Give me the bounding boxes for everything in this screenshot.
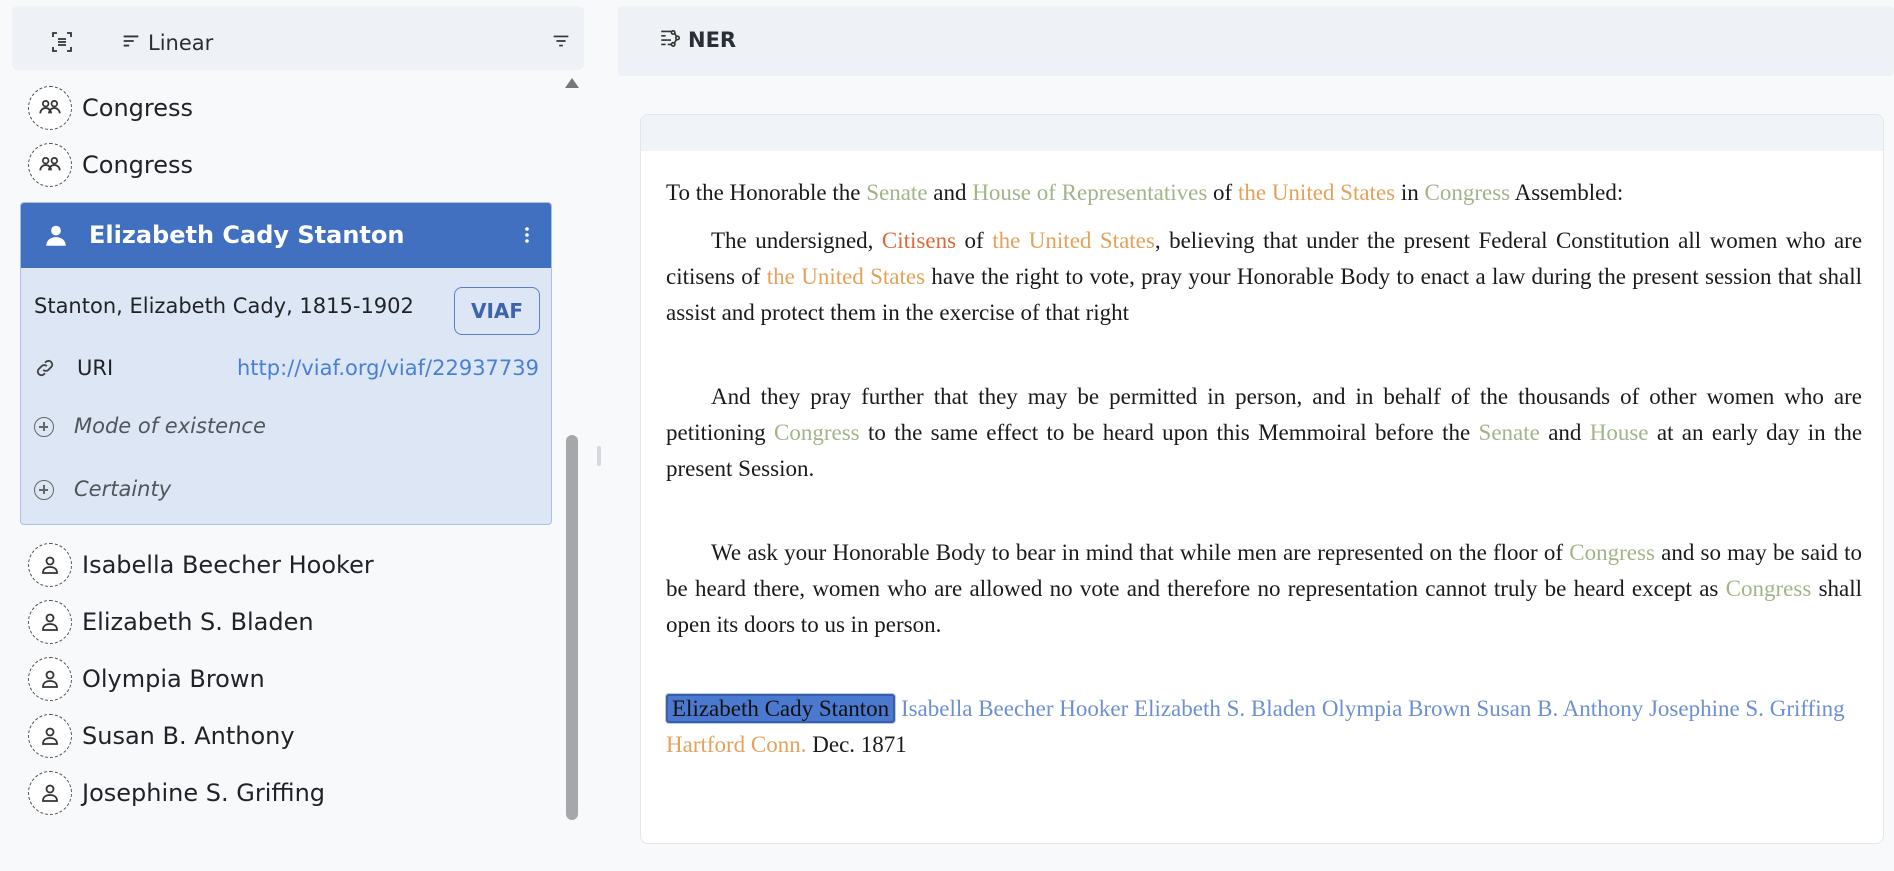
document-text [666,175,1862,763]
text: in [1400,180,1419,205]
text: have the right to vote, pray your Honorable Body to enact a law during the present session that shall assist and protect them in the exercise of that right [666,264,1863,325]
text: of [964,228,984,253]
date-text: Dec. 1871 [812,732,907,757]
card-title: Elizabeth Cady Stanton [89,221,405,249]
entity-person[interactable]: Citisens [881,228,957,253]
list-item[interactable] [28,706,295,766]
list-item-label: Elizabeth S. Bladen [82,608,314,636]
text: and [1548,420,1582,445]
text: of [1213,180,1233,205]
text: at an early day in the present Session. [666,420,1863,481]
person-icon [43,223,69,253]
list-item-label: Isabella Beecher Hooker [82,551,374,579]
document-viewer [640,114,1884,844]
text: To the Honorable the [666,180,861,205]
uri-label: URI [77,356,114,380]
group-icon [28,86,72,130]
person-icon [28,771,72,815]
text: shall open its doors to us in person. [666,576,1863,637]
entity-place[interactable]: the United States [1237,180,1396,205]
document-heading [666,175,1862,211]
entity-person[interactable]: Isabella Beecher Hooker [900,696,1129,721]
mode-of-existence-field[interactable]: Mode of existence [74,414,266,438]
view-mode-label[interactable]: Linear [148,31,214,55]
sort-lines-icon[interactable] [120,30,142,56]
person-icon [28,543,72,587]
document-header-band [641,115,1883,151]
entity-organization[interactable]: House [1589,420,1649,445]
text: and so may be said to be heard there, women who are allowed no vote and therefore no representation cannot truly be heard except as [666,540,1863,601]
uri-link[interactable]: http://viaf.org/viaf/22937739 [236,356,539,380]
viaf-button[interactable]: VIAF [454,287,540,335]
ner-label[interactable]: NER [688,28,737,52]
list-item[interactable] [28,135,193,195]
list-item[interactable] [28,78,193,138]
signatures [666,691,1862,763]
text: , believing that under the present Federal Constitution all women who are citisens of [666,228,1863,289]
collapse-all-icon[interactable] [50,30,74,58]
group-icon [28,143,72,187]
text: Assembled: [1514,180,1624,205]
entity-person[interactable]: Elizabeth S. Bladen [1134,696,1317,721]
paragraph [666,379,1862,487]
more-vertical-icon[interactable] [515,223,539,251]
person-icon [28,714,72,758]
text: We ask your Honorable Body to bear in mind that while men are represented on the floor of [711,540,1564,565]
text: and [933,180,967,205]
entity-person[interactable]: Susan B. Anthony [1476,696,1644,721]
entity-organization[interactable]: Senate [1478,420,1540,445]
list-item-label: Josephine S. Griffing [82,779,326,807]
entity-person[interactable]: Olympia Brown [1321,696,1471,721]
add-circle-icon[interactable] [34,480,54,500]
entity-organization[interactable]: Congress [1424,180,1511,205]
list-item-label: Congress [82,151,193,179]
list-item[interactable] [28,763,325,823]
text: The undersigned, [711,228,874,253]
list-item-label: Congress [82,94,193,122]
link-icon [34,357,56,383]
list-item[interactable] [28,592,314,652]
card-header[interactable] [21,203,552,268]
entity-organization[interactable]: Congress [1725,576,1812,601]
selected-entity-card[interactable] [20,202,552,525]
person-icon [28,600,72,644]
list-item[interactable] [28,535,374,595]
entity-place[interactable]: Hartford Conn. [666,732,807,757]
entity-toolbar [12,6,584,70]
panel-resize-handle[interactable] [597,446,601,466]
entity-place[interactable]: the United States [766,264,926,289]
scroll-up-arrow-icon[interactable] [565,78,579,88]
entity-organization[interactable]: House of Representatives [972,180,1208,205]
paragraph [666,223,1862,331]
add-circle-icon[interactable] [34,417,54,437]
scrollbar-thumb[interactable] [566,435,578,820]
authority-name: Stanton, Elizabeth Cady, 1815-1902 [34,294,414,318]
certainty-field[interactable]: Certainty [74,477,172,501]
filter-icon[interactable] [550,30,572,56]
list-item-label: Olympia Brown [82,665,265,693]
list-item[interactable] [28,649,265,709]
person-icon [28,657,72,701]
entity-panel [0,0,595,871]
entity-organization[interactable]: Congress [1569,540,1655,565]
paragraph [666,535,1862,643]
text: to the same effect to be heard upon this Memmoiral before the [867,420,1471,445]
text: And they pray further that they may be permitted in person, and in behalf of the thousands of other women who are petitioning [666,384,1862,445]
entity-list [0,70,572,871]
entity-person[interactable]: Josephine S. Griffing [1648,696,1845,721]
entity-organization[interactable]: Senate [866,180,928,205]
entity-person-selected[interactable]: Elizabeth Cady Stanton [666,694,895,723]
list-item-label: Susan B. Anthony [82,722,295,750]
entity-place[interactable]: the United States [992,228,1155,253]
document-toolbar [618,6,1894,76]
ner-icon[interactable] [658,26,684,56]
entity-organization[interactable]: Congress [774,420,860,445]
